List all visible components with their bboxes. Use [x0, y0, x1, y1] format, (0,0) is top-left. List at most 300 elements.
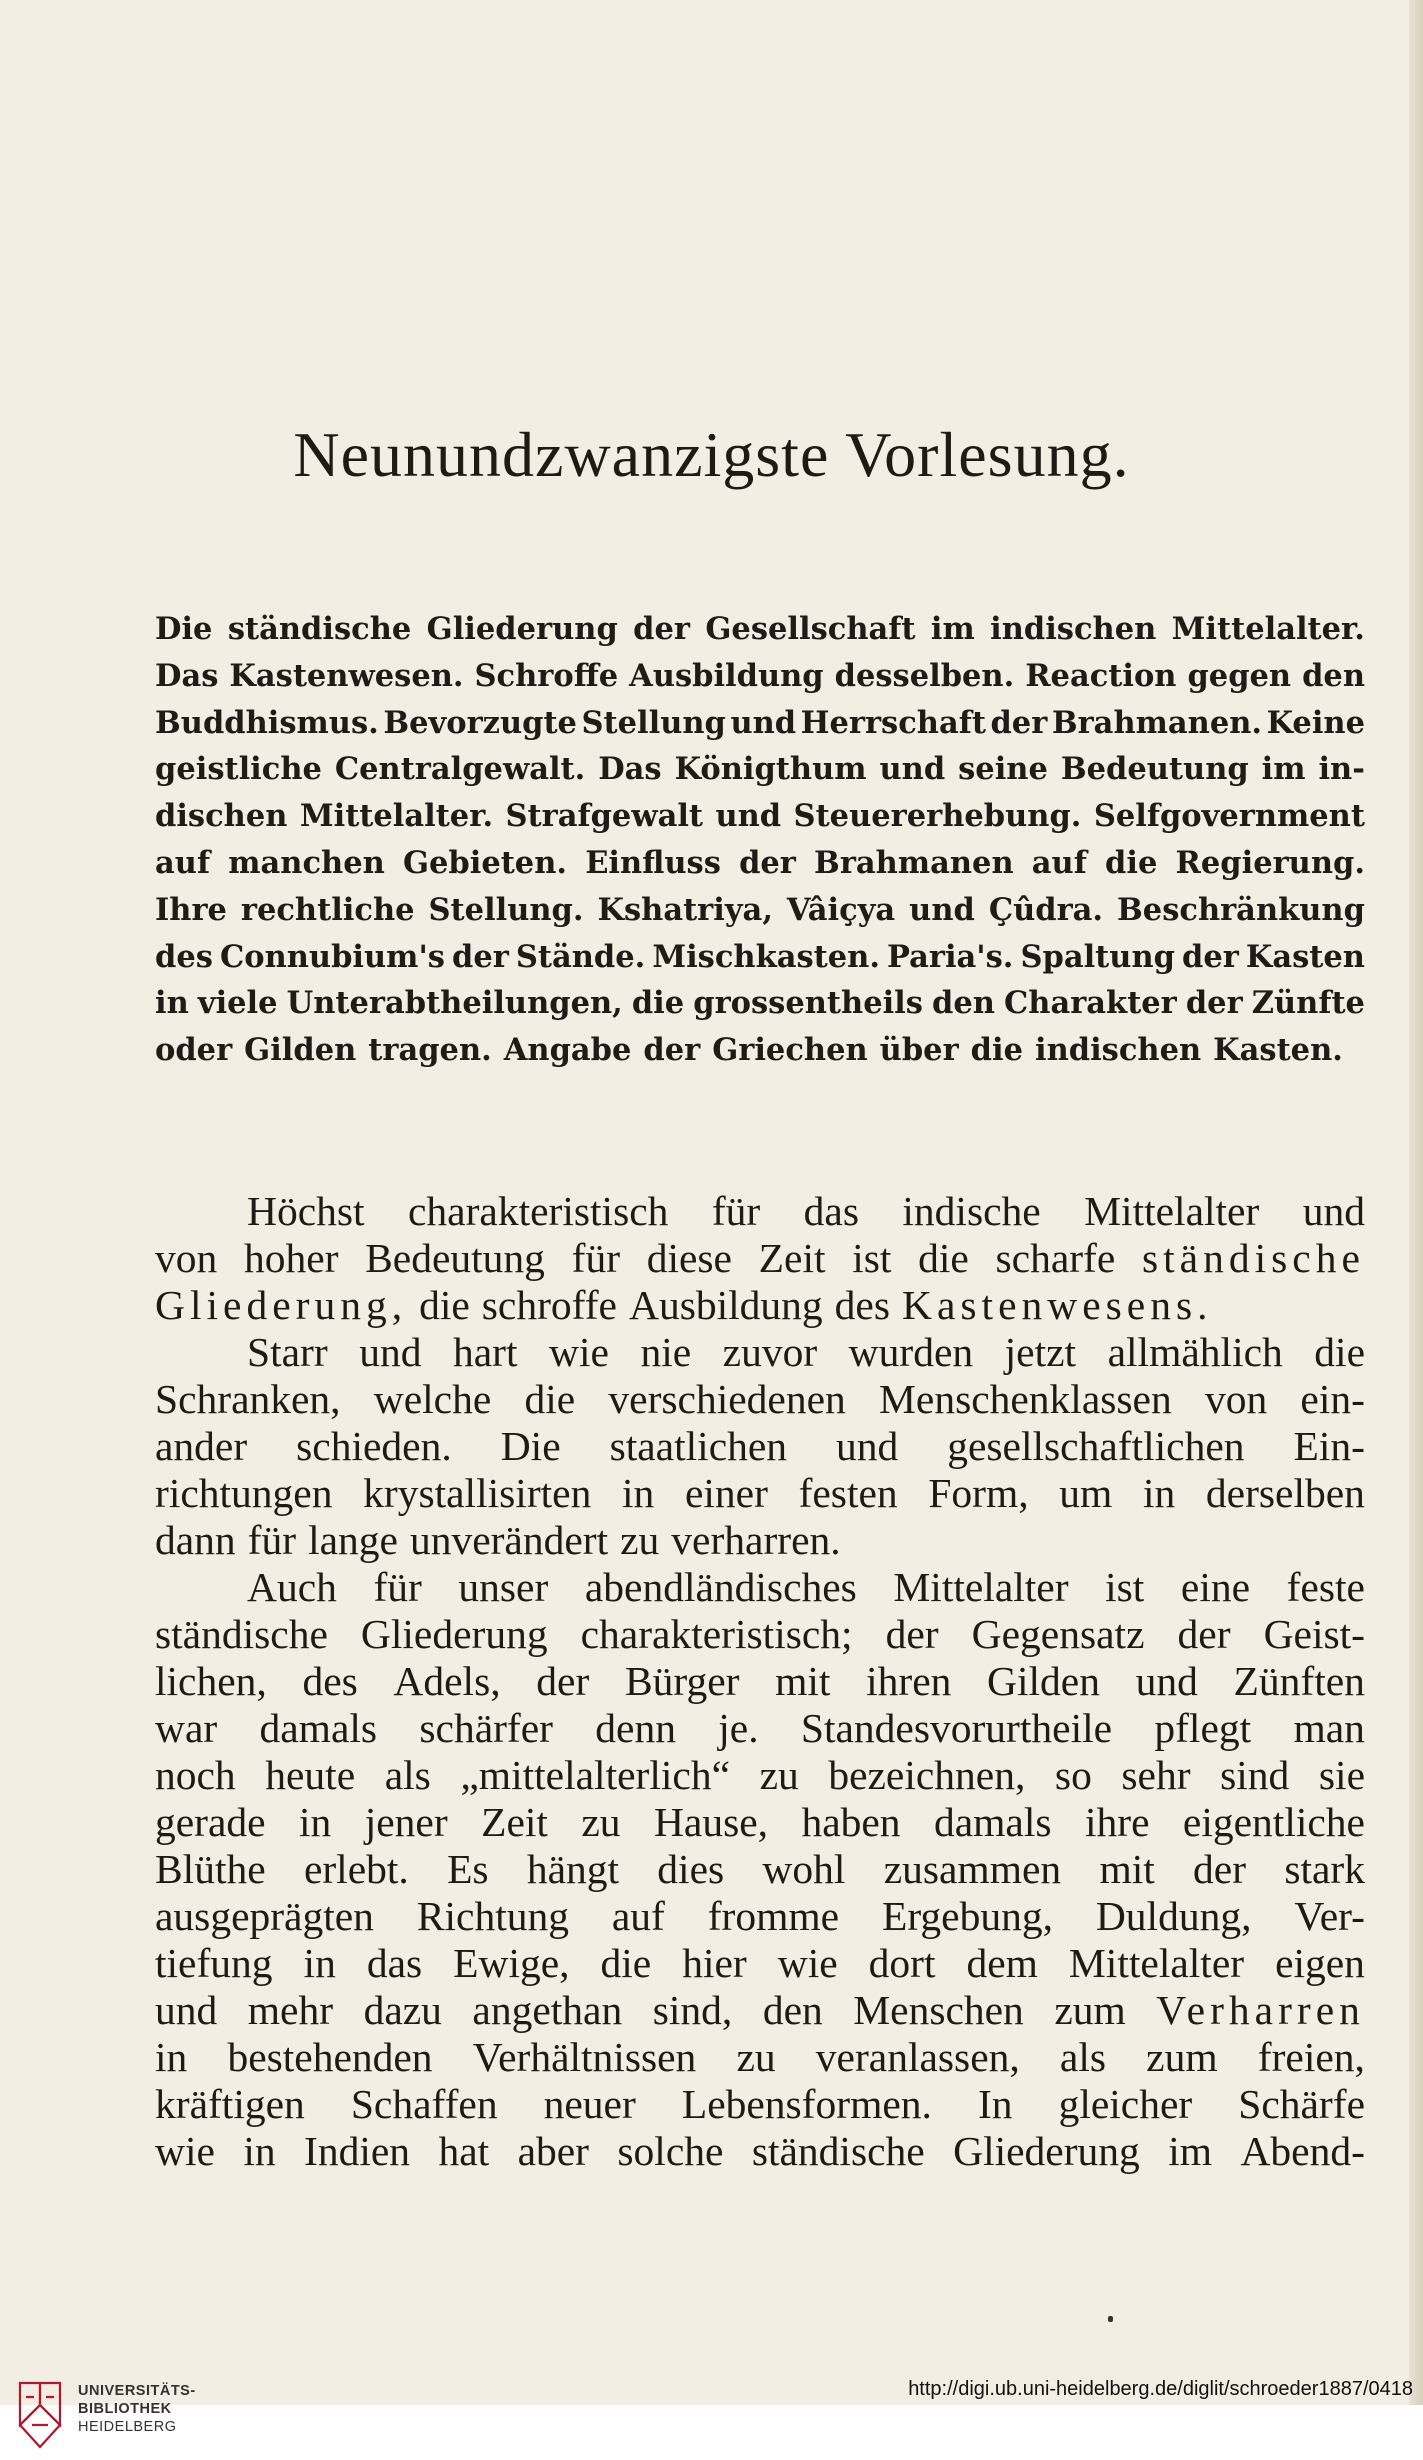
word: ein- [1300, 1376, 1365, 1422]
word: die [524, 1376, 576, 1422]
word: von [155, 1235, 218, 1281]
word: Stellung [581, 704, 726, 741]
word: der [990, 704, 1048, 741]
word: das [366, 1940, 423, 1986]
word: zu [759, 1752, 799, 1798]
body-line [155, 1893, 1365, 1940]
word: Mittelalter. [299, 798, 494, 835]
word: für [373, 1564, 422, 1610]
word: Griechen [712, 1032, 868, 1069]
word: für [571, 1235, 621, 1281]
word: Zünfte [1251, 985, 1365, 1022]
word: Ein- [1293, 1423, 1365, 1469]
scan-edge [1409, 0, 1423, 2405]
word: Zeit [481, 1799, 548, 1845]
word: sind [1220, 1752, 1290, 1798]
word: und [909, 891, 975, 928]
summary-line [155, 840, 1365, 887]
word: Ausbildung [628, 1282, 823, 1328]
word: Schärfe [1238, 2081, 1365, 2127]
word: Blüthe [155, 1846, 266, 1892]
word: Mittelalter. [1171, 611, 1365, 647]
word: In [977, 2081, 1013, 2127]
word: und [730, 704, 797, 741]
word: ist [852, 1235, 892, 1281]
body-line [155, 1235, 1365, 1282]
word: fromme [707, 1893, 840, 1939]
word: Unterabtheilungen, [286, 985, 623, 1022]
word: Ergebung, [881, 1893, 1053, 1939]
body-line [155, 1564, 1365, 1611]
word: neuer [543, 2081, 636, 2127]
word: Bürger [624, 1658, 740, 1704]
word: und [359, 1329, 422, 1375]
summary-line [155, 1027, 1365, 1074]
word: damals [259, 1705, 378, 1751]
word: feste [1286, 1564, 1365, 1610]
word: hoher [243, 1235, 339, 1281]
word: Ver- [1294, 1893, 1365, 1939]
word: war [155, 1705, 218, 1751]
word: und [1302, 1188, 1365, 1234]
word: dann [155, 1517, 236, 1563]
word: man [1293, 1705, 1365, 1751]
word: ihre [1084, 1799, 1150, 1845]
word: viele [197, 985, 278, 1022]
word: rechtliche [240, 891, 415, 928]
body-line [155, 1752, 1365, 1799]
word: dem [966, 1940, 1038, 1986]
chapter-summary [155, 606, 1365, 1074]
word: dazu [363, 1987, 442, 2033]
word: zu [736, 2034, 776, 2080]
word: der [885, 1611, 939, 1657]
word: die [1105, 844, 1158, 881]
word: Die [155, 611, 213, 647]
word: Menschenklassen [879, 1376, 1172, 1422]
word: Brahmanen. [1051, 704, 1263, 741]
word: Standesvorurtheile [800, 1705, 1113, 1751]
word: Das [598, 751, 662, 788]
word: Keine [1266, 704, 1365, 741]
word: Schaffen [350, 2081, 498, 2127]
word: manchen [228, 844, 385, 881]
word: Gesellschaft [705, 611, 916, 647]
ink-speck [1108, 2316, 1113, 2322]
word: als [384, 1752, 431, 1798]
word: in [155, 985, 189, 1022]
word: festen [798, 1470, 898, 1516]
word: verschiedenen [608, 1376, 846, 1422]
word: auf [1031, 844, 1087, 881]
word: Verhältnissen [472, 2034, 697, 2080]
word: denn [595, 1705, 676, 1751]
word: hart [452, 1329, 518, 1375]
word: die [918, 1235, 969, 1281]
word: Steuererhebung. [793, 798, 1082, 835]
word: die [631, 985, 685, 1022]
body-line [155, 1658, 1365, 1705]
body-line [155, 1188, 1365, 1235]
word: in [622, 1470, 655, 1516]
word: sie [1318, 1752, 1365, 1798]
word: diese [646, 1235, 732, 1281]
word: tiefung [155, 1940, 273, 1986]
word: der [1185, 985, 1243, 1022]
word: wie [549, 1329, 609, 1375]
word: welche [373, 1376, 492, 1422]
word: Schranken, [155, 1376, 341, 1422]
summary-line [155, 793, 1365, 840]
body-line [155, 2034, 1365, 2081]
word: Spaltung [1020, 938, 1175, 975]
summary-line [155, 887, 1365, 934]
word: in- [1318, 751, 1365, 788]
word: staatlichen [609, 1423, 788, 1469]
word: lichen, [155, 1658, 267, 1704]
word: dort [868, 1940, 936, 1986]
word: freien, [1257, 2034, 1365, 2080]
word: Menschen [853, 1987, 1024, 2033]
word: aber [517, 2128, 589, 2174]
summary-line [155, 746, 1365, 793]
word: damals [933, 1799, 1052, 1845]
word: Hause, [653, 1799, 769, 1845]
word: den [762, 1987, 823, 2033]
word: schroffe [481, 1282, 617, 1328]
word: Angabe [503, 1032, 632, 1069]
word: Vâiçya [786, 891, 896, 928]
word: schieden. [296, 1423, 452, 1469]
word: des [834, 1282, 890, 1328]
word: Auch [247, 1564, 337, 1610]
word: Mittelalter [893, 1564, 1069, 1610]
word: für [711, 1188, 761, 1234]
word: Ewige, [453, 1940, 570, 1986]
word: Duldung, [1095, 1893, 1252, 1939]
word: bezeichnen, [828, 1752, 1026, 1798]
word: tragen. [368, 1032, 492, 1069]
word: Gliederung [426, 611, 618, 647]
body-line [155, 1329, 1365, 1376]
word: Gebieten. [402, 844, 568, 881]
word: Charakter [1004, 985, 1177, 1022]
word: unverändert [409, 1517, 609, 1563]
word: sehr [1121, 1752, 1191, 1798]
word: krystallisirten [363, 1470, 592, 1516]
word: je. [718, 1705, 759, 1751]
word: Lebensformen. [681, 2081, 932, 2127]
word: in [299, 1799, 332, 1845]
word: über [879, 1032, 959, 1069]
word: ständische [1142, 1235, 1365, 1281]
word: derselben [1205, 1470, 1365, 1516]
library-name-line1: UNIVERSITÄTS- [78, 2383, 196, 2399]
word: und [1135, 1658, 1198, 1704]
word: Höchst [247, 1188, 365, 1234]
body-text [155, 1188, 1365, 2175]
word: Richtung [416, 1893, 569, 1939]
word: Adels, [393, 1658, 501, 1704]
body-line [155, 1376, 1365, 1423]
word: gegen [1187, 657, 1292, 694]
word: indischen [1034, 1032, 1202, 1069]
word: Schroffe [474, 657, 619, 694]
word: sind, [652, 1987, 733, 2033]
summary-line [155, 700, 1365, 747]
word: Die [500, 1423, 561, 1469]
word: charakteristisch; [580, 1611, 853, 1657]
word: zum [1146, 2034, 1218, 2080]
word: Bedeutung [365, 1235, 545, 1281]
word: Paria's. [887, 938, 1014, 975]
word: auf [155, 844, 211, 881]
word: und [836, 1423, 899, 1469]
word: richtungen [155, 1470, 333, 1516]
word: mit [1099, 1846, 1155, 1892]
word: einer [684, 1470, 768, 1516]
word: Beschränkung [1117, 891, 1365, 928]
summary-line [155, 653, 1365, 700]
body-line [155, 2128, 1365, 2175]
word: Ihre [155, 891, 227, 928]
word: schärfer [419, 1705, 553, 1751]
word: und [715, 798, 782, 835]
word: hier [682, 1940, 747, 1986]
word: verharren. [671, 1517, 841, 1563]
summary-line [155, 934, 1365, 981]
word: unser [458, 1564, 549, 1610]
word: um [1059, 1470, 1113, 1516]
word: auf [611, 1893, 665, 1939]
word: zuvor [722, 1329, 818, 1375]
word: der [1177, 1611, 1231, 1657]
word: wie [155, 2128, 215, 2174]
word: Es [447, 1846, 489, 1892]
word: ständische [227, 611, 412, 647]
word: Form, [928, 1470, 1029, 1516]
word: scharfe [995, 1235, 1116, 1281]
word: eigen [1275, 1940, 1365, 1986]
word: eigentliche [1182, 1799, 1365, 1845]
body-line [155, 1799, 1365, 1846]
word: mehr [247, 1987, 334, 2033]
word: Çûdra. [988, 891, 1104, 928]
body-line [155, 1705, 1365, 1752]
word: Gliederung, [155, 1282, 408, 1328]
word: Buddhismus. [155, 704, 379, 741]
word: Centralgewalt. [334, 751, 586, 788]
source-url[interactable]: http://digi.ub.uni-heidelberg.de/diglit/schroeder1887/0418 [908, 2378, 1413, 2400]
word: Mischkasten. [652, 938, 880, 975]
word: Gliederung [360, 1611, 548, 1657]
word: charakteristisch [408, 1188, 669, 1234]
word: Kastenwesen. [229, 657, 464, 694]
library-name [78, 2382, 196, 2436]
body-line [155, 2081, 1365, 2128]
word: wurden [848, 1329, 974, 1375]
word: ander [155, 1423, 248, 1469]
word: gleicher [1058, 2081, 1193, 2127]
word: ständische [155, 1611, 328, 1657]
word: das [803, 1188, 859, 1234]
word: Reaction [1025, 657, 1177, 694]
word: Bevorzugte [383, 704, 577, 741]
word: indischen [990, 611, 1157, 647]
word: Regierung. [1175, 844, 1365, 881]
word: gesellschaftlichen [947, 1423, 1245, 1469]
word: jetzt [1004, 1329, 1077, 1375]
word: im [930, 611, 975, 647]
word: Gilden [987, 1658, 1100, 1704]
word: dies [657, 1846, 725, 1892]
word: Einfluss [585, 844, 721, 881]
word: Geist- [1263, 1611, 1365, 1657]
word: stark [1284, 1846, 1365, 1892]
word: „mittelalterlich“ [460, 1752, 730, 1798]
word: in [303, 1940, 336, 1986]
body-line [155, 1470, 1365, 1517]
word: wie [777, 1940, 838, 1986]
word: Kasten. [1213, 1032, 1343, 1069]
word: erlebt. [303, 1846, 409, 1892]
word: die [1314, 1329, 1365, 1375]
body-line [155, 1423, 1365, 1470]
word: grossentheils [693, 985, 923, 1022]
word: bestehenden [227, 2034, 433, 2080]
word: zu [581, 1799, 621, 1845]
word: die [600, 1940, 652, 1986]
word: Mittelalter [1068, 1940, 1245, 1986]
word: in [1142, 1470, 1176, 1516]
lecture-title: Neunundzwanzigste Vorlesung. [293, 419, 1130, 490]
word: der [1193, 1846, 1247, 1892]
word: die [419, 1282, 470, 1328]
word: zu [620, 1517, 660, 1563]
word: Stellung. [428, 891, 584, 928]
body-line [155, 1846, 1365, 1893]
word: Zünften [1233, 1658, 1365, 1704]
word: ausgeprägten [155, 1893, 374, 1939]
word: zum [1054, 1987, 1126, 2033]
word: so [1054, 1752, 1092, 1798]
word: Abend- [1240, 2128, 1365, 2174]
word: angethan [472, 1987, 623, 2033]
word: der [643, 1032, 701, 1069]
word: seine [958, 751, 1048, 788]
word: im [1261, 751, 1306, 788]
body-line [155, 1517, 1365, 1564]
word: gerade [155, 1799, 266, 1845]
body-line [155, 1940, 1365, 1987]
word: indische [902, 1188, 1041, 1234]
word: zusammen [883, 1846, 1062, 1892]
word: der [452, 938, 509, 975]
word: mit [775, 1658, 831, 1704]
word: den [932, 985, 995, 1022]
word: hängt [526, 1846, 620, 1892]
word: noch [155, 1752, 236, 1798]
summary-line [155, 606, 1365, 653]
word: lange [308, 1517, 398, 1563]
library-name-line2: BIBLIOTHEK [78, 2401, 172, 2417]
word: nie [640, 1329, 692, 1375]
word: desselben. [834, 657, 1015, 694]
word: Kshatriya, [597, 891, 773, 928]
word: oder [155, 1032, 233, 1069]
word: Das [155, 657, 219, 694]
word: der [536, 1658, 590, 1704]
word: der [739, 844, 796, 881]
word: dischen [155, 798, 288, 835]
footer-bar [0, 2405, 1423, 2460]
word: Kasten [1245, 938, 1365, 975]
word: eine [1180, 1564, 1251, 1610]
word: Verharren [1156, 1987, 1365, 2033]
word: Strafgewalt [505, 798, 704, 835]
word: Gliederung [953, 2128, 1140, 2174]
word: in [243, 2128, 276, 2174]
word: Ausbildung [629, 657, 824, 694]
library-name-line3: HEIDELBERG [78, 2419, 177, 2435]
word: Selfgovernment [1093, 798, 1365, 835]
word: für [247, 1517, 297, 1563]
word: im [1168, 2128, 1213, 2174]
word: von [1204, 1376, 1268, 1422]
word: Zeit [758, 1235, 826, 1281]
word: Mittelalter [1084, 1188, 1260, 1234]
word: Bedeutung [1060, 751, 1249, 788]
word: Königthum [674, 751, 867, 788]
word: Starr [247, 1329, 328, 1375]
word: der [633, 611, 690, 647]
word: Stände. [515, 938, 646, 975]
word: Indien [304, 2128, 411, 2174]
word: Kastenwesens. [902, 1282, 1213, 1328]
word: den [1302, 657, 1365, 694]
body-line [155, 1611, 1365, 1658]
summary-line [155, 980, 1365, 1027]
word: Herrschaft [800, 704, 986, 741]
word: jener [364, 1799, 448, 1845]
word: heute [265, 1752, 356, 1798]
body-line [155, 1282, 1365, 1329]
word: die [970, 1032, 1023, 1069]
word: Connubium's [219, 938, 445, 975]
word: Gilden [244, 1032, 357, 1069]
word: des [302, 1658, 358, 1704]
word: Gegensatz [971, 1611, 1145, 1657]
word: wohl [762, 1846, 846, 1892]
word: solche [617, 2128, 724, 2174]
word: der [1182, 938, 1239, 975]
word: und [879, 751, 946, 788]
word: pflegt [1154, 1705, 1252, 1751]
word: hat [438, 2128, 490, 2174]
word: allmählich [1107, 1329, 1283, 1375]
word: abendländisches [584, 1564, 857, 1610]
word: des [155, 938, 213, 975]
heidelberg-library-logo-icon [14, 2377, 66, 2453]
body-line [155, 1987, 1365, 2034]
word: ist [1105, 1564, 1145, 1610]
word: und [155, 1987, 218, 2033]
word: ihren [866, 1658, 952, 1704]
word: geistliche [155, 751, 322, 788]
word: veranlassen, [815, 2034, 1020, 2080]
word: ständische [751, 2128, 925, 2174]
word: in [155, 2034, 188, 2080]
